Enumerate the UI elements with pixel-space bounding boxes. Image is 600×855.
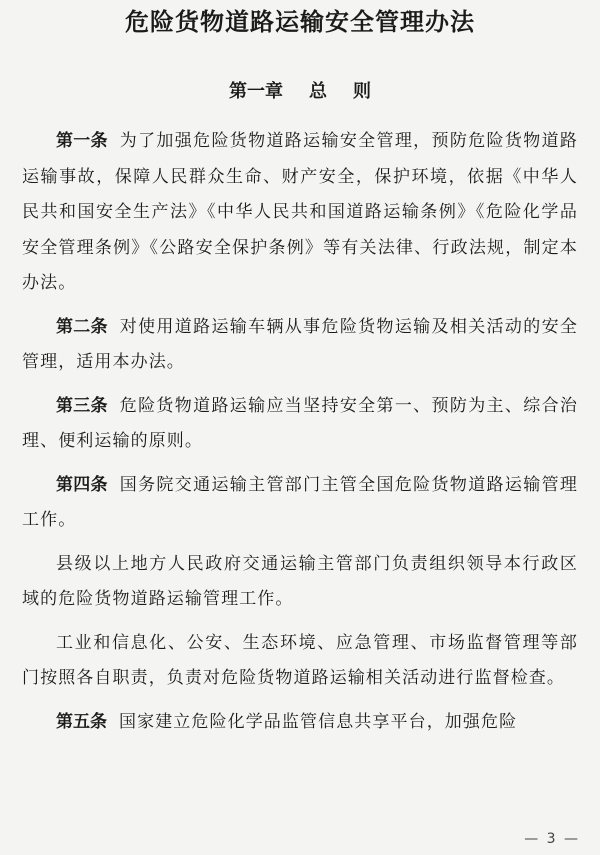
article-label: 第一条: [56, 131, 108, 151]
paragraph-text: 对使用道路运输车辆从事危险货物运输及相关活动的安全管理，适用本办法。: [22, 316, 579, 372]
article-label: 第五条: [56, 711, 107, 732]
paragraph-article-3: [22, 389, 578, 460]
chapter-heading: [22, 78, 578, 106]
paragraph-article-4-clause-2: [22, 547, 578, 618]
paragraph-text: 工业和信息化、公安、生态环境、应急管理、市场监督管理等部门按照各自职责，负责对危险货物道路运输相关活动进行监督检查。: [22, 632, 578, 688]
article-label: 第二条: [56, 316, 108, 337]
article-label: 第三条: [56, 395, 108, 416]
paragraph-article-5: [22, 705, 578, 741]
paragraph-article-4-clause-3: [22, 626, 578, 697]
paragraph-article-4: [22, 468, 578, 539]
paragraph-text: 为了加强危险货物道路运输安全管理，预防危险货物道路运输事故，保障人民群众生命、财产安全，保护环境，依据《中华人民共和国安全生产法》《中华人民共和国道路运输条例》《危险化学品安全管理条例》《公路安全保护条例》等有关法律、行政法规，制定本办法。: [22, 131, 579, 293]
paragraph-text: 县级以上地方人民政府交通运输主管部门负责组织领导本行政区域的危险货物道路运输管理工作。: [22, 553, 578, 609]
chapter-name-part2: 则: [353, 81, 371, 102]
chapter-name-part1: 总: [309, 81, 327, 102]
chapter-number: 第一章: [229, 81, 283, 102]
article-label: 第四条: [56, 474, 108, 495]
document-title: 危险货物道路运输安全管理办法: [125, 8, 475, 36]
paragraph-article-2: [22, 310, 578, 381]
paragraph-text: 国家建立危险化学品监管信息共享平台，加强危险: [119, 711, 518, 732]
page-number: — 3 —: [524, 831, 580, 847]
document-body: [22, 124, 578, 740]
paragraph-text: 国务院交通运输主管部门主管全国危险货物道路运输管理工作。: [22, 474, 579, 530]
paragraph-text: 危险货物道路运输应当坚持安全第一、预防为主、综合治理、便利运输的原则。: [22, 395, 579, 451]
paragraph-article-1: [22, 124, 578, 302]
